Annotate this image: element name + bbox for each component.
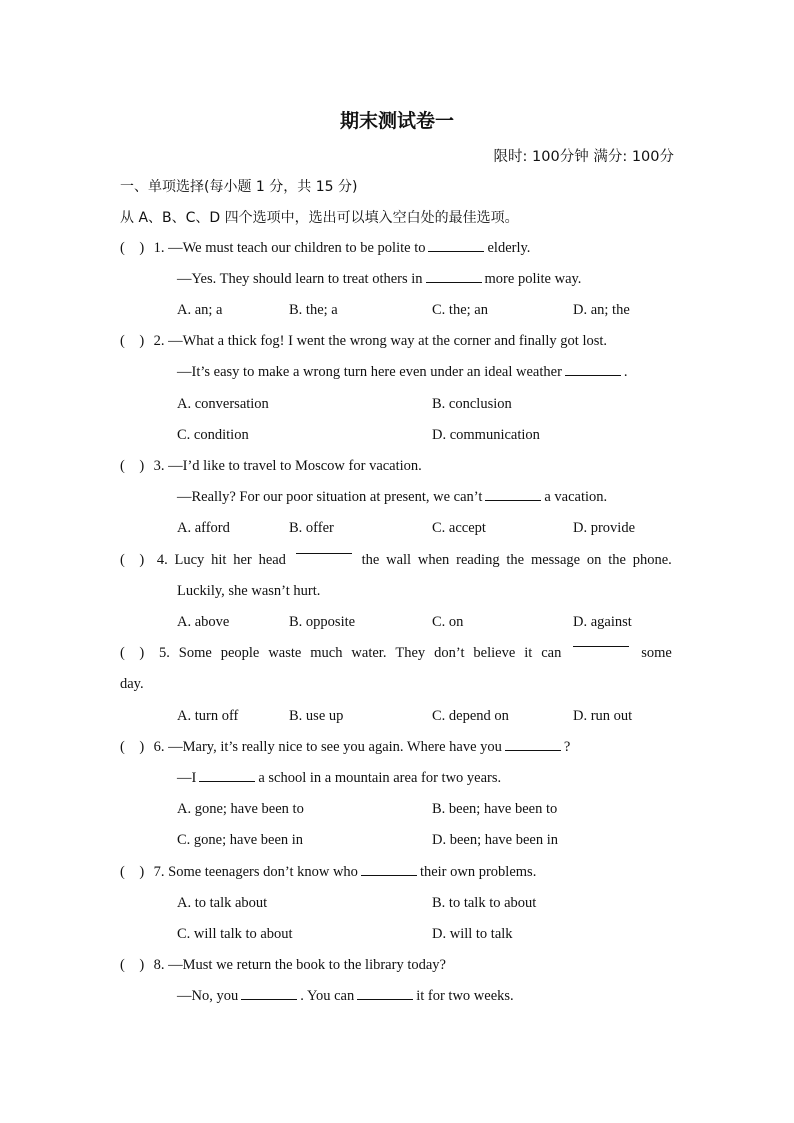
option-d: D. an; the xyxy=(573,302,630,318)
option-b: B. to talk to about xyxy=(432,895,537,911)
option-a: A. turn off xyxy=(177,708,239,724)
question-3 xyxy=(120,458,422,475)
option-b: B. conclusion xyxy=(432,396,512,412)
question-text: ? xyxy=(563,739,571,755)
question-number: 6. xyxy=(153,739,165,755)
answer-bracket[interactable]: ( ) xyxy=(120,864,145,880)
question-6 xyxy=(120,739,570,756)
question-number: 7. xyxy=(153,864,165,880)
word: Lucy xyxy=(174,552,205,568)
word: the xyxy=(506,552,525,568)
question-text: elderly. xyxy=(487,240,531,256)
word: her xyxy=(233,552,252,568)
option-c: C. accept xyxy=(432,520,486,536)
question-text: . You can xyxy=(300,988,355,1004)
answer-blank xyxy=(505,749,561,751)
question-text: —Must we return the book to the library today? xyxy=(168,957,446,973)
word: hit xyxy=(211,552,227,568)
option-c: C. on xyxy=(432,614,464,630)
answer-bracket[interactable]: ( ) xyxy=(120,739,145,755)
word: wall xyxy=(386,552,412,568)
question-number: 4. xyxy=(156,552,168,568)
answer-blank xyxy=(565,374,621,376)
word: head xyxy=(258,552,286,568)
word: people xyxy=(220,645,260,661)
option-a: A. conversation xyxy=(177,396,269,412)
option-b: B. the; a xyxy=(289,302,338,318)
question-text: more polite way. xyxy=(484,271,582,287)
option-b: B. opposite xyxy=(289,614,356,630)
page-title: 期末测试卷一 xyxy=(339,110,454,132)
question-text: their own problems. xyxy=(419,864,537,880)
question-text: —What a thick fog! I went the wrong way at the corner and finally got lost. xyxy=(168,333,608,349)
question-8 xyxy=(120,957,446,974)
option-c: C. will talk to about xyxy=(177,926,293,942)
word: phone. xyxy=(632,552,672,568)
answer-bracket[interactable]: ( ) xyxy=(120,458,145,474)
option-a: A. above xyxy=(177,614,230,630)
question-text: —No, you xyxy=(177,988,239,1004)
question-6-line-2 xyxy=(177,770,501,787)
question-4-line-2: Luckily, she wasn’t hurt. xyxy=(177,583,321,599)
option-d: D. against xyxy=(573,614,632,630)
answer-bracket[interactable]: ( ) xyxy=(120,957,145,973)
question-1-line-2 xyxy=(177,271,581,288)
answer-blank xyxy=(241,998,297,1000)
answer-bracket[interactable]: ( ) xyxy=(120,240,145,256)
section-instruction: 从 A、B、C、D 四个选项中，选出可以填入空白处的最佳选项。 xyxy=(120,210,519,226)
word: when xyxy=(417,552,450,568)
option-b: B. been; have been to xyxy=(432,801,558,817)
option-c: C. gone; have been in xyxy=(177,832,304,848)
question-number: 2. xyxy=(153,333,165,349)
word: reading xyxy=(456,552,500,568)
option-d: D. communication xyxy=(432,427,540,443)
question-5-line-2: day. xyxy=(120,676,144,692)
word: They xyxy=(395,645,426,661)
word: the xyxy=(608,552,626,568)
question-number: 5. xyxy=(158,645,170,661)
answer-blank xyxy=(199,780,255,782)
question-text: it for two weeks. xyxy=(416,988,514,1004)
word: water. xyxy=(351,645,387,661)
option-a: A. an; a xyxy=(177,302,223,318)
question-4 xyxy=(120,552,672,569)
question-text: —I xyxy=(177,770,197,786)
question-text: . xyxy=(623,364,628,380)
question-2-line-2 xyxy=(177,364,628,381)
question-number: 1. xyxy=(153,240,165,256)
word: message xyxy=(530,552,581,568)
option-b: B. offer xyxy=(289,520,334,536)
option-d: D. will to talk xyxy=(432,926,513,942)
word: much xyxy=(310,645,343,661)
answer-blank xyxy=(485,499,541,501)
answer-blank xyxy=(296,552,352,554)
option-a: A. gone; have been to xyxy=(177,801,304,817)
answer-blank xyxy=(357,998,413,1000)
question-number: 8. xyxy=(153,957,165,973)
question-text: —I’d like to travel to Moscow for vacation. xyxy=(168,458,422,474)
option-c: C. the; an xyxy=(432,302,488,318)
word: Some xyxy=(178,645,212,661)
option-d: D. run out xyxy=(573,708,633,724)
question-number: 3. xyxy=(153,458,165,474)
answer-blank xyxy=(426,281,482,283)
word: some xyxy=(641,645,672,661)
word: on xyxy=(586,552,602,568)
question-7 xyxy=(120,864,536,881)
question-5 xyxy=(120,645,672,662)
word: waste xyxy=(268,645,302,661)
option-a: A. to talk about xyxy=(177,895,268,911)
question-3-line-2 xyxy=(177,489,607,506)
answer-blank xyxy=(361,874,417,876)
question-text: a vacation. xyxy=(544,489,608,505)
option-a: A. afford xyxy=(177,520,230,536)
question-text: —Yes. They should learn to treat others in xyxy=(177,271,423,287)
option-b: B. use up xyxy=(289,708,344,724)
answer-bracket[interactable]: ( ) xyxy=(120,645,145,661)
question-2 xyxy=(120,333,607,350)
word: believe xyxy=(473,645,516,661)
option-d: D. been; have been in xyxy=(432,832,559,848)
time-score-info: 限时: 100分钟 满分: 100分 xyxy=(493,149,674,165)
option-c: C. condition xyxy=(177,427,249,443)
answer-blank xyxy=(573,645,629,647)
option-d: D. provide xyxy=(573,520,636,536)
question-8-line-2 xyxy=(177,988,514,1005)
question-text: —Mary, it’s really nice to see you again. Where have you xyxy=(168,739,502,755)
word: the xyxy=(361,552,380,568)
word: it xyxy=(524,645,533,661)
question-text: a school in a mountain area for two years. xyxy=(258,770,502,786)
question-text: Some teenagers don’t know who xyxy=(168,864,358,880)
word: can xyxy=(541,645,562,661)
answer-blank xyxy=(428,250,484,252)
answer-bracket[interactable]: ( ) xyxy=(120,552,145,568)
section-heading: 一、单项选择(每小题 1 分，共 15 分) xyxy=(120,179,358,195)
question-1 xyxy=(120,240,530,257)
word: don’t xyxy=(434,645,465,661)
question-text: —Really? For our poor situation at present, we can’t xyxy=(177,489,483,505)
option-c: C. depend on xyxy=(432,708,509,724)
answer-bracket[interactable]: ( ) xyxy=(120,333,145,349)
question-text: —We must teach our children to be polite to xyxy=(168,240,426,256)
question-text: —It’s easy to make a wrong turn here even under an ideal weather xyxy=(177,364,562,380)
